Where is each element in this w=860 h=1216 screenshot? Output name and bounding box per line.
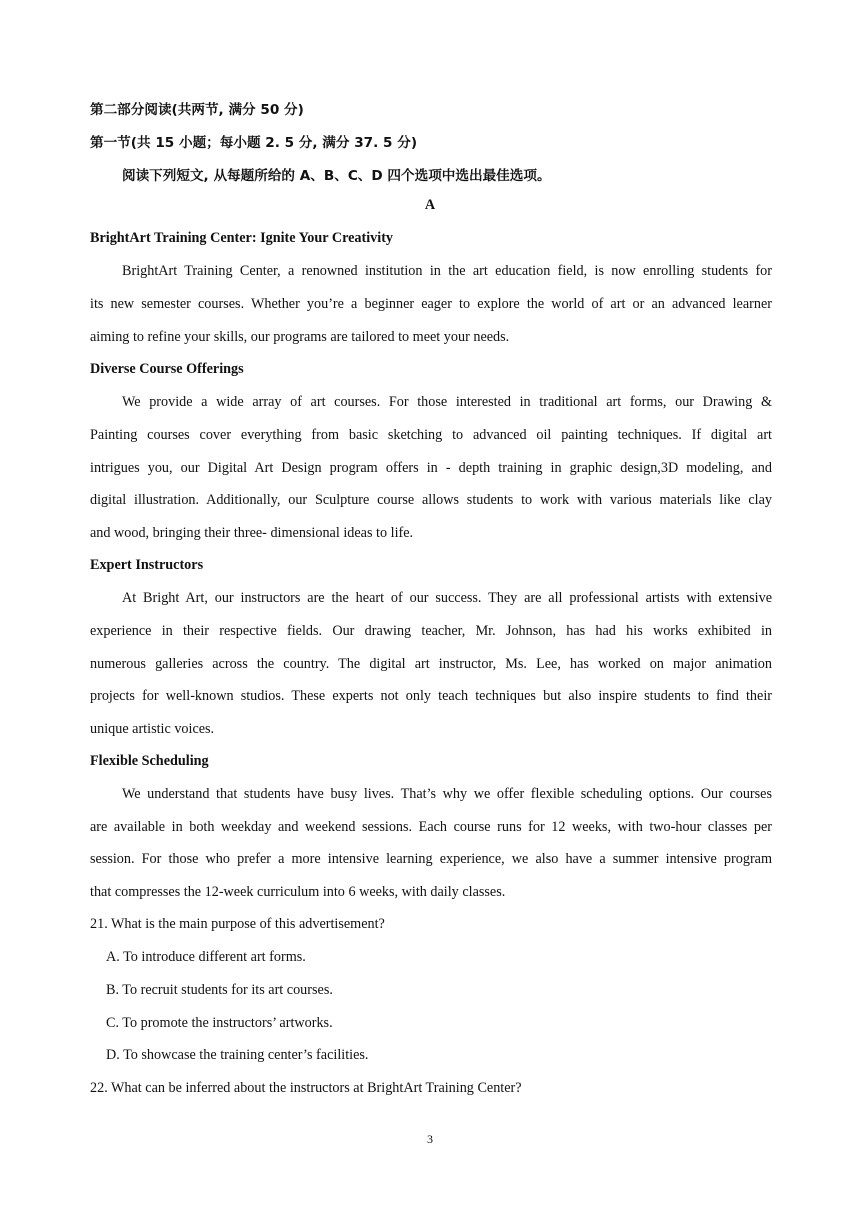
intro-line: its new semester courses. Whether you’re a beginner eager to explore the world of art or an advanced learner (90, 296, 772, 312)
instructions: 阅读下列短文, 从每题所给的 A、B、C、D 四个选项中选出最佳选项。 (122, 168, 551, 184)
paragraph-line: At Bright Art, our instructors are the heart of our success. They are all professional artists with extensive (122, 590, 772, 606)
answer-option: B. To recruit students for its art courses. (106, 982, 333, 998)
page-number: 3 (427, 1132, 433, 1146)
paragraph-line: and wood, bringing their three- dimensional ideas to life. (90, 525, 414, 541)
answer-option: C. To promote the instructors’ artworks. (106, 1015, 333, 1031)
paragraph-line: experience in their respective fields. Our drawing teacher, Mr. Johnson, has had his works exhibited in (90, 623, 772, 639)
subsection-heading: 第一节(共 15 小题；每小题 2. 5 分, 满分 37. 5 分) (90, 135, 418, 151)
paragraph-line: We understand that students have busy lives. That’s why we offer flexible scheduling options. Our courses (122, 786, 772, 802)
paragraph-line: that compresses the 12-week curriculum into 6 weeks, with daily classes. (90, 884, 506, 900)
paragraph-line: intrigues you, our Digital Art Design program offers in - depth training in graphic design,3D modeling, and (90, 460, 772, 476)
paragraph-line: numerous galleries across the country. The digital art instructor, Ms. Lee, has worked on major animation (90, 656, 772, 672)
question-stem: 21. What is the main purpose of this advertisement? (90, 916, 385, 932)
answer-option: A. To introduce different art forms. (106, 949, 306, 965)
passage-letter: A (424, 197, 436, 213)
part-heading: 第二部分阅读(共两节, 满分 50 分) (90, 102, 304, 118)
section-heading: Flexible Scheduling (90, 753, 209, 769)
paragraph-line: unique artistic voices. (90, 721, 215, 737)
paragraph-line: digital illustration. Additionally, our Sculpture course allows students to work with various materials like clay (90, 492, 772, 508)
section-heading: Expert Instructors (90, 557, 204, 573)
passage-title: BrightArt Training Center: Ignite Your Creativity (90, 230, 394, 246)
paragraph-line: projects for well-known studios. These experts not only teach techniques but also inspire students to find their (90, 688, 772, 704)
section-heading: Diverse Course Offerings (90, 361, 244, 377)
question-stem: 22. What can be inferred about the instructors at BrightArt Training Center? (90, 1080, 522, 1096)
intro-line: aiming to refine your skills, our programs are tailored to meet your needs. (90, 329, 510, 345)
paragraph-line: Painting courses cover everything from basic sketching to advanced oil painting techniques. If digital art (90, 427, 772, 443)
paragraph-line: are available in both weekday and weekend sessions. Each course runs for 12 weeks, with two-hour classes per (90, 819, 772, 835)
paragraph-line: We provide a wide array of art courses. For those interested in traditional art forms, our Drawing & (122, 394, 772, 410)
paragraph-line: session. For those who prefer a more intensive learning experience, we also have a summer intensive program (90, 851, 772, 867)
answer-option: D. To showcase the training center’s facilities. (106, 1047, 369, 1063)
intro-line: BrightArt Training Center, a renowned institution in the art education field, is now enrolling students for (122, 263, 772, 279)
